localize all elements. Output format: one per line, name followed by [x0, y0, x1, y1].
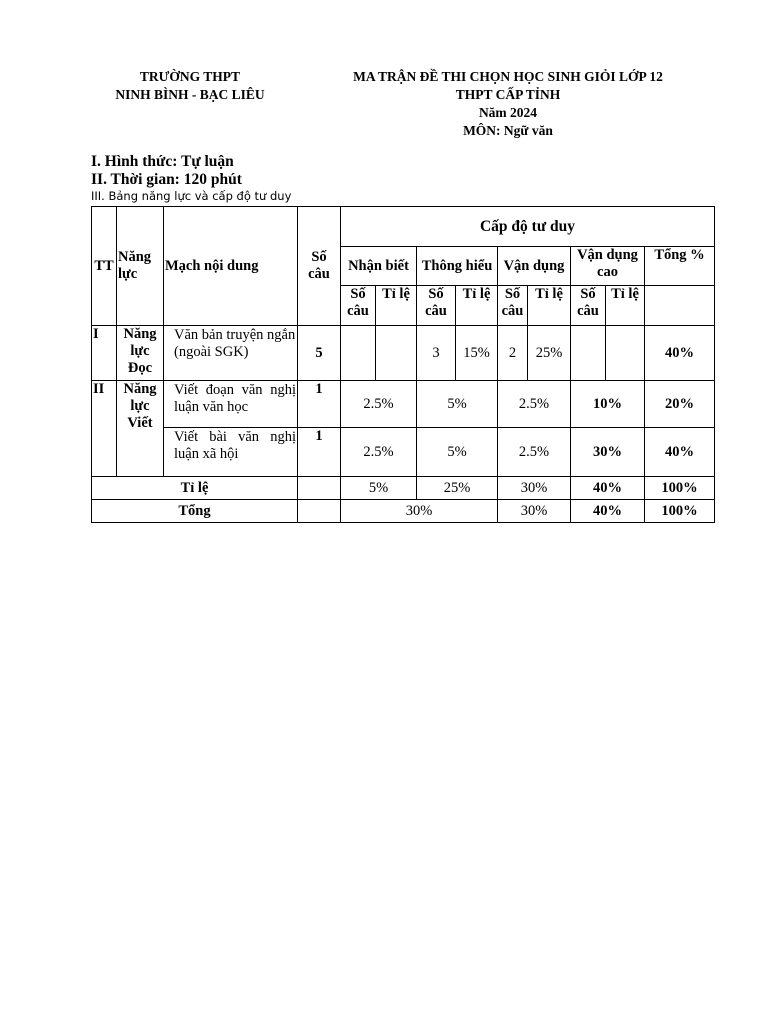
- sub-header-empty: [645, 286, 715, 326]
- sub-header-so-cau: Số câu: [571, 286, 606, 326]
- cell-th-ti-le: 15%: [456, 326, 498, 381]
- document-title-line-1: MA TRẬN ĐỀ THI CHỌN HỌC SINH GIỎI LỚP 12: [353, 69, 663, 84]
- row-label-tong: Tổng: [92, 500, 298, 523]
- header-row-1: [92, 207, 715, 247]
- cell-van-dung: 2.5%: [498, 428, 571, 477]
- row-so-cau: 5: [298, 326, 341, 381]
- cell-van-dung-cao: 10%: [571, 381, 645, 428]
- cell-van-dung: 30%: [498, 477, 571, 500]
- section-table-caption: III. Bảng năng lực và cấp độ tư duy: [91, 189, 292, 203]
- row-tt: II: [92, 381, 117, 477]
- cell-empty: [298, 477, 341, 500]
- table-row-tong: [92, 500, 715, 523]
- cell-nhan-biet-thong-hieu: 30%: [341, 500, 498, 523]
- cell-thong-hieu: 25%: [417, 477, 498, 500]
- row-mach-line-2: (ngoài SGK): [174, 344, 249, 360]
- cell-tong: 40%: [645, 326, 715, 381]
- row-nang-luc: Năng lực Đọc: [117, 326, 164, 381]
- cell-tong: 40%: [645, 428, 715, 477]
- competency-matrix-table: [91, 206, 715, 523]
- document-year: Năm 2024: [478, 105, 538, 120]
- table-row-ti-le: [92, 477, 715, 500]
- school-line-1: TRƯỜNG THPT: [139, 69, 241, 84]
- header-van-dung-cao: Vận dụng cao: [571, 247, 645, 286]
- sub-header-so-cau: Số câu: [417, 286, 456, 326]
- header-so-cau: Số câu: [298, 207, 341, 326]
- cell-empty: [606, 326, 645, 381]
- table-row-doc: [92, 326, 715, 381]
- cell-van-dung-cao: 40%: [571, 477, 645, 500]
- cell-th-so-cau: 3: [417, 326, 456, 381]
- sub-header-ti-le: Tỉ lệ: [606, 286, 645, 326]
- cell-van-dung: 2.5%: [498, 381, 571, 428]
- row-nang-luc: Năng lực Viết: [117, 381, 164, 477]
- cell-nhan-biet: 5%: [341, 477, 417, 500]
- row-tt: I: [92, 326, 117, 381]
- header-nang-luc: Năng lực: [117, 207, 164, 326]
- cell-vd-ti-le: 25%: [528, 326, 571, 381]
- document-title-line-2: THPT CẤP TỈNH: [455, 87, 561, 102]
- header-mach-noi-dung: Mạch nội dung: [164, 207, 298, 326]
- cell-nhan-biet: 2.5%: [341, 428, 417, 477]
- cell-tong: 20%: [645, 381, 715, 428]
- row-mach-line-1: Văn bản truyện ngắn: [174, 327, 296, 343]
- header-van-dung: Vận dụng: [498, 247, 571, 286]
- section-format: I. Hình thức: Tự luận: [91, 153, 234, 170]
- cell-tong: 100%: [645, 500, 715, 523]
- cell-empty: [298, 500, 341, 523]
- cell-van-dung: 30%: [498, 500, 571, 523]
- sub-header-ti-le: Tỉ lệ: [528, 286, 571, 326]
- sub-header-so-cau: Số câu: [341, 286, 376, 326]
- sub-header-so-cau: Số câu: [498, 286, 528, 326]
- row-mach-noi-dung: [164, 326, 298, 381]
- cell-thong-hieu: 5%: [417, 381, 498, 428]
- section-duration: II. Thời gian: 120 phút: [91, 171, 242, 188]
- cell-vd-so-cau: 2: [498, 326, 528, 381]
- table-row-viet-2: [92, 428, 715, 477]
- row-mach-noi-dung: Viết đoạn văn nghị luận văn học: [164, 381, 298, 428]
- sub-header-ti-le: Tỉ lệ: [456, 286, 498, 326]
- cell-van-dung-cao: 30%: [571, 428, 645, 477]
- cell-empty: [571, 326, 606, 381]
- header-nhan-biet: Nhận biết: [341, 247, 417, 286]
- cell-tong: 100%: [645, 477, 715, 500]
- cell-nhan-biet: 2.5%: [341, 381, 417, 428]
- school-line-2: NINH BÌNH - BẠC LIÊU: [115, 87, 265, 102]
- row-mach-noi-dung: Viết bài văn nghị luận xã hội: [164, 428, 298, 477]
- header-tong: Tổng %: [645, 247, 715, 286]
- document-header: [318, 68, 698, 140]
- row-so-cau: 1: [298, 381, 341, 428]
- school-header: [90, 68, 290, 104]
- row-label-ti-le: Tỉ lệ: [92, 477, 298, 500]
- sub-header-ti-le: Tỉ lệ: [376, 286, 417, 326]
- header-tt: TT: [92, 207, 117, 326]
- table-row-viet-1: [92, 381, 715, 428]
- header-cap-do-tu-duy: Cấp độ tư duy: [341, 207, 715, 247]
- cell-empty: [341, 326, 376, 381]
- cell-empty: [376, 326, 417, 381]
- cell-thong-hieu: 5%: [417, 428, 498, 477]
- cell-van-dung-cao: 40%: [571, 500, 645, 523]
- document-subject: MÔN: Ngữ văn: [463, 123, 553, 138]
- row-so-cau: 1: [298, 428, 341, 477]
- header-thong-hieu: Thông hiểu: [417, 247, 498, 286]
